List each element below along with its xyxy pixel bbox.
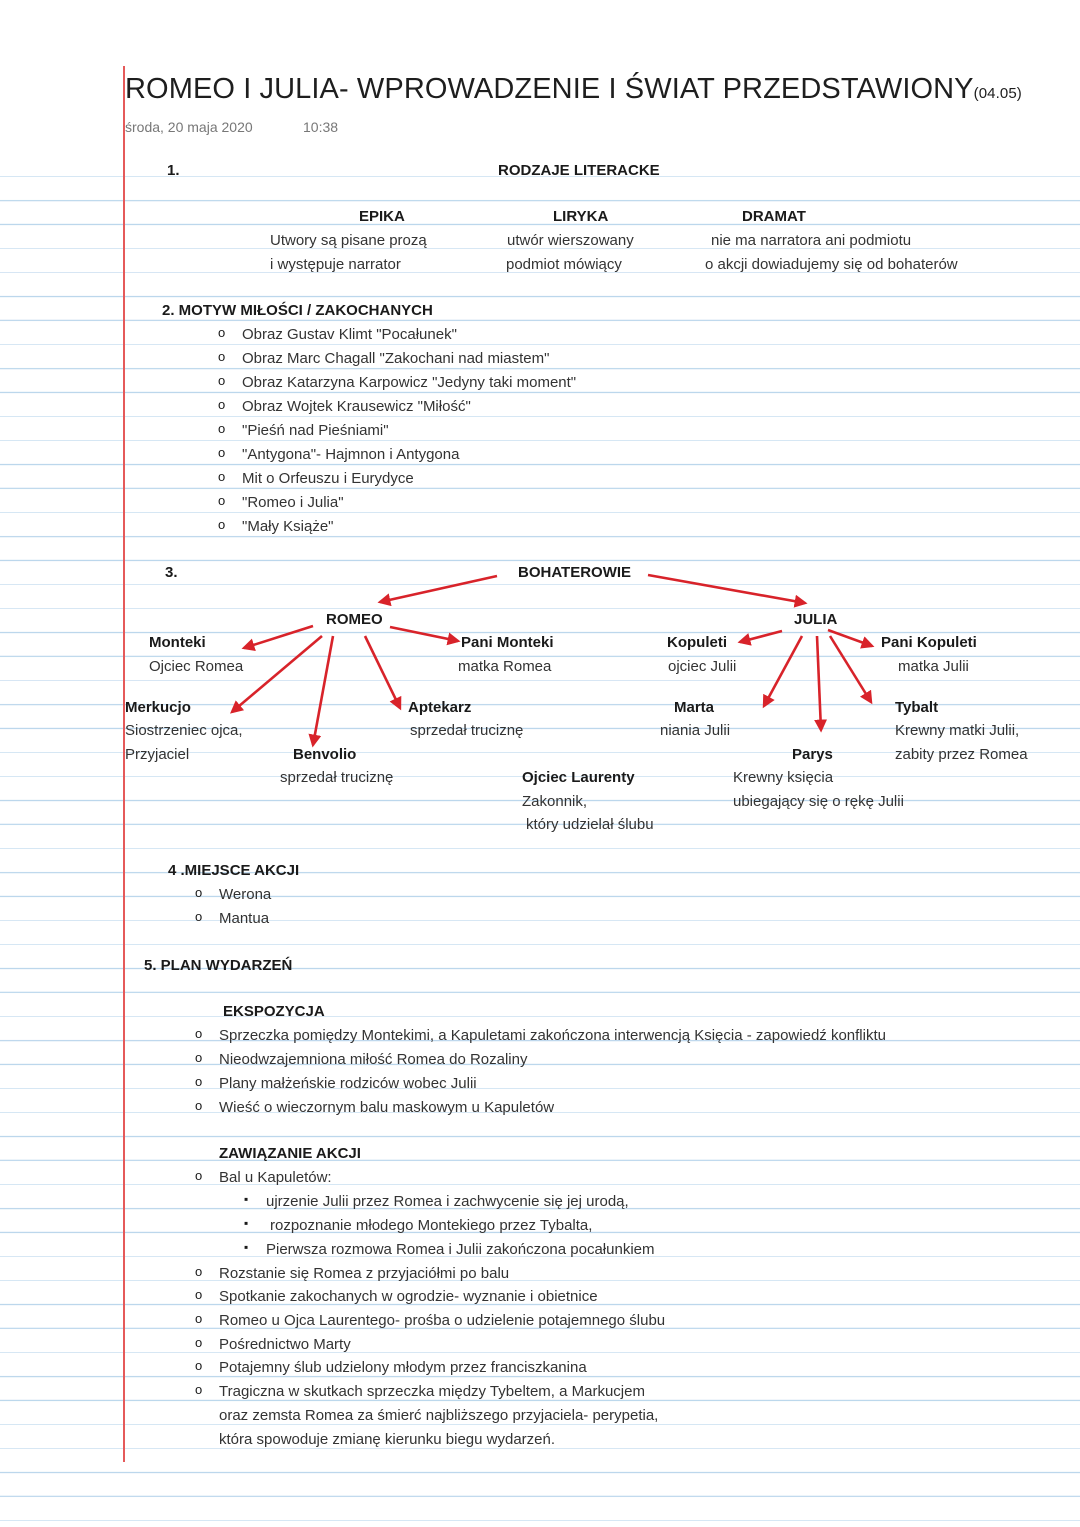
note-time: 10:38 <box>303 119 339 135</box>
laurenty-desc-1: Zakonnik, <box>522 793 588 810</box>
list-item: Obraz Katarzyna Karpowicz "Jedyny taki moment" <box>242 374 577 391</box>
bullet-icon: o <box>195 1264 203 1279</box>
bullet-icon: o <box>195 1050 203 1065</box>
merkucjo-desc-1: Siostrzeniec ojca, <box>125 722 243 739</box>
event-item: Sprzeczka pomiędzy Montekimi, a Kapuletami zakończona interwencją Księcia - zapowiedź konfliktu <box>219 1027 886 1044</box>
event-item-continuation: oraz zemsta Romea za śmierć najbliższego przyjaciela- perypetia, <box>219 1407 659 1424</box>
dramat-line-1: nie ma narratora ani podmiotu <box>711 232 912 249</box>
bullet-icon: o <box>195 1311 203 1326</box>
liryka-heading: LIRYKA <box>553 208 609 225</box>
bullet-icon: o <box>195 1098 203 1113</box>
event-item: Spotkanie zakochanych w ogrodzie- wyznanie i obietnice <box>219 1288 598 1305</box>
list-item: Mit o Orfeuszu i Eurydyce <box>242 470 414 487</box>
arrow-julia-tybalt <box>830 636 871 702</box>
event-item: Wieść o wieczornym balu maskowym u Kapuletów <box>219 1099 555 1116</box>
list-item: Obraz Wojtek Krausewicz "Miłość" <box>242 398 471 415</box>
sub-event-item: rozpoznanie młodego Montekiego przez Tybalta, <box>270 1217 593 1234</box>
aptekarz-desc: sprzedał truciznę <box>410 722 524 739</box>
bullet-icon: o <box>195 1074 203 1089</box>
pani-kopuleti-desc: matka Julii <box>898 658 969 675</box>
monteki-name: Monteki <box>149 634 206 651</box>
place-item: Mantua <box>219 910 270 927</box>
bullet-icon: o <box>218 469 226 484</box>
section-1-number: 1. <box>167 162 180 179</box>
zawiazanie-heading: ZAWIĄZANIE AKCJI <box>219 1145 361 1162</box>
section-4-title: 4 .MIEJSCE AKCJI <box>168 862 300 879</box>
arrow-bohaterowie-julia <box>648 575 805 603</box>
bullet-icon: o <box>195 1287 203 1302</box>
arrow-romeo-benvolio <box>313 636 333 745</box>
bullet-icon: o <box>218 397 226 412</box>
parys-name: Parys <box>792 746 833 763</box>
event-item: Pośrednictwo Marty <box>219 1336 351 1353</box>
square-bullet-icon: ▪ <box>244 1216 249 1230</box>
square-bullet-icon: ▪ <box>244 1240 249 1254</box>
event-item: Tragiczna w skutkach sprzeczka między Tybeltem, a Markucjem <box>219 1383 645 1400</box>
title-date: (04.05) <box>973 85 1022 102</box>
section-2-title: 2. MOTYW MIŁOŚCI / ZAKOCHANYCH <box>162 302 433 319</box>
parys-desc-2: ubiegający się o rękę Julii <box>733 793 904 810</box>
bullet-icon: o <box>218 373 226 388</box>
bullet-icon: o <box>195 1358 203 1373</box>
bullet-icon: o <box>218 349 226 364</box>
bullet-icon: o <box>218 325 226 340</box>
arrow-bohaterowie-romeo <box>380 576 497 602</box>
event-item: Bal u Kapuletów: <box>219 1169 332 1186</box>
list-item: "Antygona"- Hajmnon i Antygona <box>242 446 460 463</box>
aptekarz-name: Aptekarz <box>408 699 472 716</box>
page-title: ROMEO I JULIA- WPROWADZENIE I ŚWIAT PRZEDSTAWIONY(04.05) <box>125 73 1022 105</box>
epika-line-2: i występuje narrator <box>270 256 401 273</box>
liryka-line-2: podmiot mówiący <box>506 256 622 273</box>
bullet-icon: o <box>218 445 226 460</box>
section-3-number: 3. <box>165 564 178 581</box>
arrow-julia-kopuleti <box>740 631 782 642</box>
laurenty-desc-2: który udzielał ślubu <box>526 816 654 833</box>
arrow-romeo-monteki <box>244 626 313 648</box>
sub-event-item: Pierwsza rozmowa Romea i Julii zakończona pocałunkiem <box>266 1241 655 1258</box>
square-bullet-icon: ▪ <box>244 1192 249 1206</box>
event-item: Plany małżeńskie rodziców wobec Julii <box>219 1075 477 1092</box>
event-item-continuation: która spowoduje zmianę kierunku biegu wydarzeń. <box>219 1431 556 1448</box>
list-item: Obraz Marc Chagall "Zakochani nad miastem" <box>242 350 550 367</box>
arrow-romeo-pani-monteki <box>390 627 458 641</box>
bullet-icon: o <box>195 1335 203 1350</box>
list-item: "Mały Książe" <box>242 518 334 535</box>
dramat-line-2: o akcji dowiadujemy się od bohaterów <box>705 256 958 273</box>
merkucjo-name: Merkucjo <box>125 699 191 716</box>
bullet-icon: o <box>195 909 203 924</box>
epika-heading: EPIKA <box>359 208 405 225</box>
event-item: Potajemny ślub udzielony młodym przez franciszkanina <box>219 1359 587 1376</box>
bullet-icon: o <box>195 1026 203 1041</box>
note-date: środa, 20 maja 2020 <box>125 119 253 135</box>
kopuleti-desc: ojciec Julii <box>668 658 737 675</box>
event-item: Romeo u Ojca Laurentego- prośba o udzielenie potajemnego ślubu <box>219 1312 666 1329</box>
section-3-title: BOHATEROWIE <box>518 564 632 581</box>
list-item: "Pieśń nad Pieśniami" <box>242 422 389 439</box>
sub-event-item: ujrzenie Julii przez Romea i zachwycenie się jej urodą, <box>266 1193 629 1210</box>
pani-monteki-name: Pani Monteki <box>461 634 554 651</box>
tybalt-desc-1: Krewny matki Julii, <box>895 722 1020 739</box>
monteki-desc: Ojciec Romea <box>149 658 244 675</box>
marta-name: Marta <box>674 699 715 716</box>
place-item: Werona <box>219 886 272 903</box>
bullet-icon: o <box>195 1168 203 1183</box>
list-item: "Romeo i Julia" <box>242 494 344 511</box>
list-item: Obraz Gustav Klimt "Pocałunek" <box>242 326 457 343</box>
benvolio-desc: sprzedał truciznę <box>280 769 394 786</box>
pani-monteki-desc: matka Romea <box>458 658 552 675</box>
bullet-icon: o <box>195 1382 203 1397</box>
dramat-heading: DRAMAT <box>742 208 806 225</box>
event-item: Nieodwzajemniona miłość Romea do Rozaliny <box>219 1051 528 1068</box>
bullet-icon: o <box>218 421 226 436</box>
bullet-icon: o <box>218 517 226 532</box>
parys-desc-1: Krewny księcia <box>733 769 834 786</box>
epika-line-1: Utwory są pisane prozą <box>270 232 427 249</box>
section-1-title: RODZAJE LITERACKE <box>498 162 660 179</box>
bullet-icon: o <box>218 493 226 508</box>
pani-kopuleti-name: Pani Kopuleti <box>881 634 977 651</box>
merkucjo-desc-2: Przyjaciel <box>125 746 190 763</box>
liryka-line-1: utwór wierszowany <box>507 232 634 249</box>
node-julia: JULIA <box>794 611 838 628</box>
kopuleti-name: Kopuleti <box>667 634 727 651</box>
section-5-title: 5. PLAN WYDARZEŃ <box>144 957 293 974</box>
laurenty-name: Ojciec Laurenty <box>522 769 635 786</box>
tybalt-name: Tybalt <box>895 699 939 716</box>
arrow-julia-parys <box>817 636 821 730</box>
event-item: Rozstanie się Romea z przyjaciółmi po balu <box>219 1265 510 1282</box>
ekspozycja-heading: EKSPOZYCJA <box>223 1003 325 1020</box>
arrow-romeo-aptekarz <box>365 636 400 708</box>
bullet-icon: o <box>195 885 203 900</box>
tybalt-desc-2: zabity przez Romea <box>895 746 1028 763</box>
marta-desc: niania Julii <box>660 722 731 739</box>
arrow-julia-marta <box>764 636 802 706</box>
benvolio-name: Benvolio <box>293 746 357 763</box>
node-romeo: ROMEO <box>326 611 383 628</box>
